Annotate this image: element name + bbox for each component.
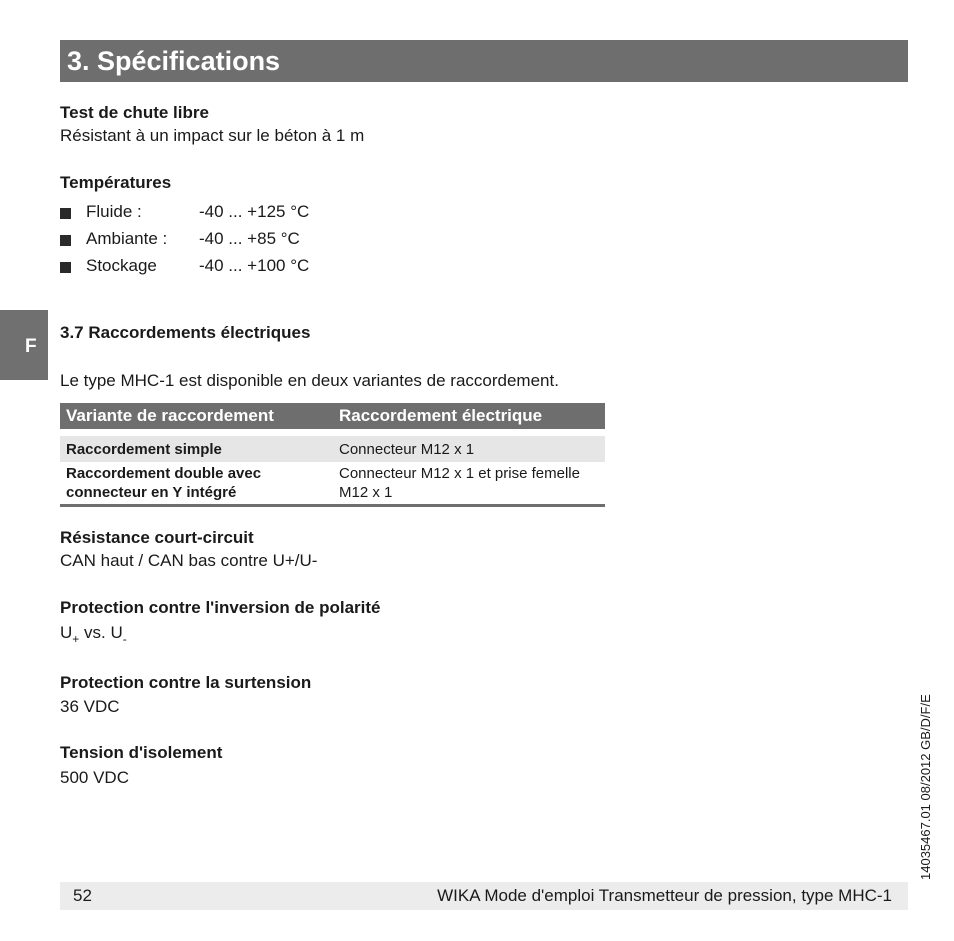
table-cell-variant: Raccordement simple	[66, 441, 222, 458]
table-cell-variant: Raccordement double avec	[66, 465, 262, 482]
table-header-row	[60, 403, 605, 429]
temperature-value: -40 ... +125 °C	[199, 202, 310, 221]
isolation-text: 500 VDC	[60, 768, 129, 787]
section-header	[60, 40, 908, 82]
short-circuit-text: CAN haut / CAN bas contre U+/U-	[60, 551, 318, 570]
table-cell-connection: Connecteur M12 x 1 et prise femelle	[339, 465, 580, 482]
temperature-label: Ambiante :	[86, 229, 168, 248]
bullet-square-icon	[60, 208, 71, 219]
temperature-value: -40 ... +85 °C	[199, 229, 300, 248]
table-cell-connection: Connecteur M12 x 1	[339, 441, 475, 458]
table-bottom-rule	[60, 504, 605, 507]
temperature-label: Fluide :	[86, 202, 142, 221]
drop-test-heading: Test de chute libre	[60, 103, 209, 122]
language-tab-label: F	[25, 336, 37, 357]
electrical-heading: 3.7 Raccordements électriques	[60, 323, 311, 342]
table-row	[60, 436, 605, 462]
electrical-intro: Le type MHC-1 est disponible en deux variantes de raccordement.	[60, 371, 559, 390]
temperatures-heading: Températures	[60, 173, 172, 192]
table-header-cell: Variante de raccordement	[66, 406, 274, 425]
overvoltage-text: 36 VDC	[60, 697, 120, 716]
table-cell-variant: connecteur en Y intégré	[66, 484, 237, 501]
short-circuit-heading: Résistance court-circuit	[60, 528, 254, 547]
table-cell-connection: M12 x 1	[339, 484, 393, 501]
polarity-text	[60, 623, 127, 646]
temperature-value: -40 ... +100 °C	[199, 256, 310, 275]
polarity-sub-plus: +	[72, 632, 80, 646]
drop-test-text: Résistant à un impact sur le béton à 1 m	[60, 126, 365, 145]
polarity-heading: Protection contre l'inversion de polarité	[60, 598, 381, 617]
page-number: 52	[73, 886, 92, 905]
page-title: 3. Spécifications	[67, 46, 281, 76]
temperature-label: Stockage	[86, 256, 157, 275]
polarity-sub-minus: -	[122, 632, 127, 646]
polarity-vs: vs. U	[79, 623, 123, 642]
bullet-square-icon	[60, 235, 71, 246]
polarity-u-plus: U	[60, 623, 73, 642]
language-tab	[0, 310, 48, 380]
connection-table	[60, 403, 605, 508]
table-header-cell: Raccordement électrique	[339, 406, 543, 425]
document-code: 14035467.01 08/2012 GB/D/F/E	[918, 694, 933, 880]
footer	[60, 882, 908, 910]
footer-title: WIKA Mode d'emploi Transmetteur de pression, type MHC-1	[437, 886, 892, 905]
overvoltage-heading: Protection contre la surtension	[60, 673, 312, 692]
isolation-heading: Tension d'isolement	[60, 743, 223, 762]
bullet-square-icon	[60, 262, 71, 273]
